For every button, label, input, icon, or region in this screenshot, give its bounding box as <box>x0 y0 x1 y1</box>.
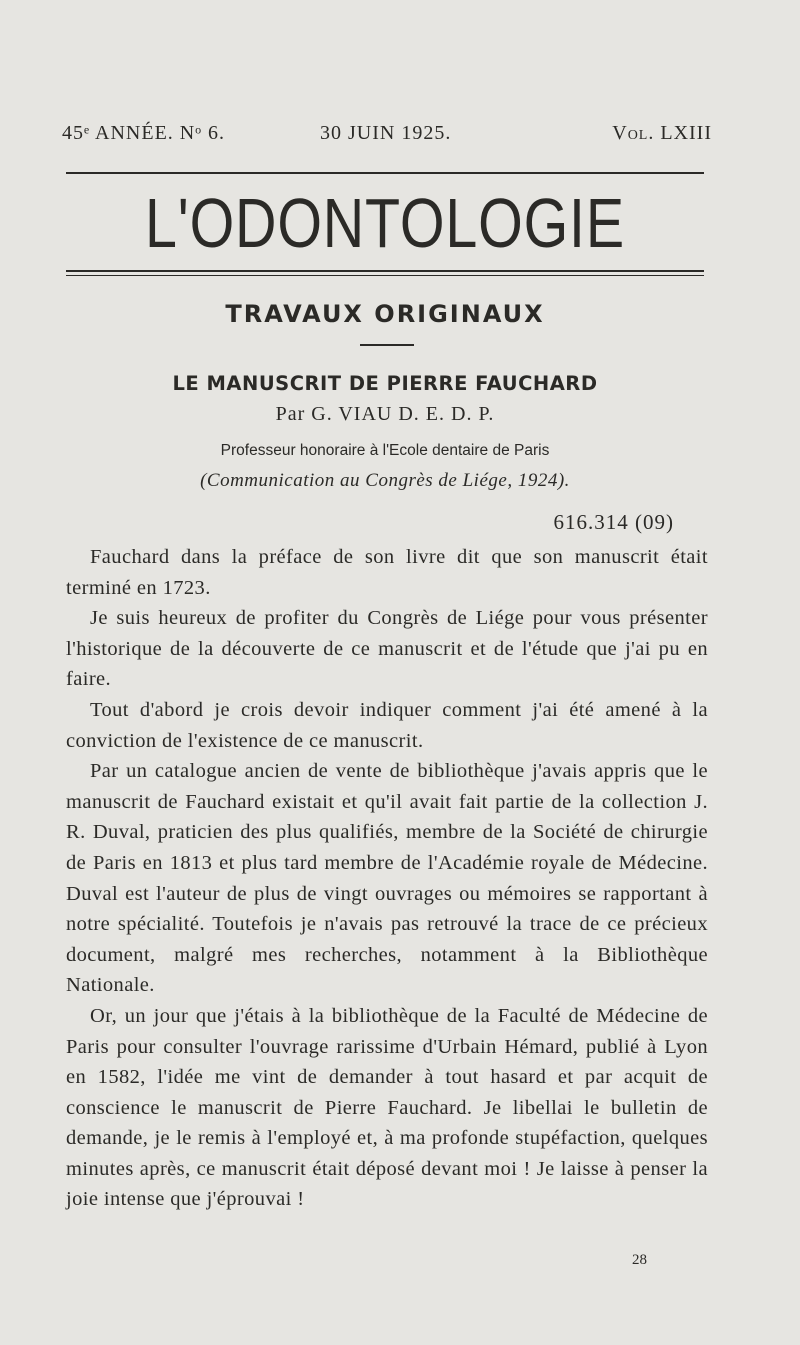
masthead-bottom-rule <box>66 270 704 272</box>
issue-number: 45ᵉ ANNÉE. Nᵒ 6. <box>62 122 225 144</box>
page-number: 28 <box>632 1252 647 1268</box>
masthead-bottom-rule-thin <box>66 275 704 276</box>
paragraph: Par un catalogue ancien de vente de bibliothèque j'avais appris que le manuscrit de Fauchard existait et qu'il avait fait partie de la collection J. R. Duval, praticien des plus qualifiés, membre de la Société de chirurgie de Paris en 1813 et plus tard membre de l'Académie royale de Médecine. Duval est l'auteur de plus de vingt ouvrages ou mémoires se rapportant à notre spécialité. Toutefois je n'avais pas retrouvé la trace de ce précieux document, malgré mes recherches, notamment à la Bibliothèque Nationale. <box>66 760 708 997</box>
paragraph: Fauchard dans la préface de son livre dit que son manuscrit était terminé en 1723. <box>66 546 708 599</box>
issue-date: 30 JUIN 1925. <box>320 122 452 144</box>
author-affiliation: Professeur honoraire à l'Ecole dentaire de Paris <box>220 442 550 459</box>
classification-number: 616.314 (09) <box>553 510 674 534</box>
journal-title: L'ODONTOLOGIE <box>145 184 625 262</box>
section-divider <box>360 344 414 346</box>
paragraph: Or, un jour que j'étais à la bibliothèque de la Faculté de Médecine de Paris pour consulter l'ouvrage rarissime d'Urbain Hémard, publié à Lyon en 1582, l'idée me vint de demander à tout hasard et par acquit de conscience le manuscrit de Pierre Fauchard. Je libellai le bulletin de demande, je le remis à l'employé et, à ma profonde stupéfaction, quelques minutes après, ce manuscrit était déposé devant moi ! Je laisse à penser la joie intense que j'éprouvai ! <box>66 1004 708 1211</box>
article-byline: Par G. VIAU D. E. D. P. <box>275 403 495 425</box>
masthead-top-rule <box>66 172 704 174</box>
paragraph: Je suis heureux de profiter du Congrès de Liége pour vous présenter l'historique de la découverte de ce manuscrit et de l'étude que j'ai pu en faire. <box>66 607 708 691</box>
article-title: LE MANUSCRIT DE PIERRE FAUCHARD <box>172 372 598 395</box>
section-title: TRAVAUX ORIGINAUX <box>225 300 545 328</box>
communication-note: (Communication au Congrès de Liége, 1924). <box>200 470 570 491</box>
running-header <box>62 122 712 152</box>
paragraph: Tout d'abord je crois devoir indiquer comment j'ai été amené à la conviction de l'existence de ce manuscrit. <box>66 698 708 752</box>
volume-number: Vol. LXIII <box>612 122 712 144</box>
article-body <box>66 542 708 1215</box>
